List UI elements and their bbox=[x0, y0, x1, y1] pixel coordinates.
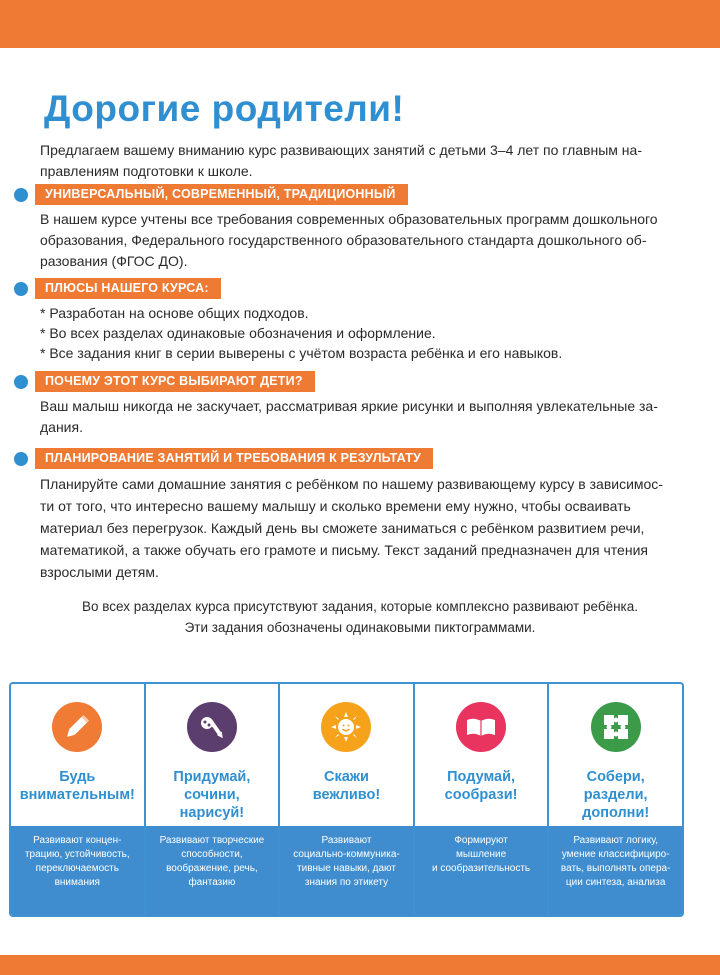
section-text-planning: Планируйте сами домашние занятия с ребёнком по нашему развивающему курсу в зависимос- ти от того, что интересно вашему малышу и сколько времени ему нужно, чтобы осваивать материал без перегрузок. Каждый день вы сможете заниматься с ребёнком развитием речи, математикой, а также обучать его грамоте и письму. Текст заданий предназначен для чтения взрослыми детям. bbox=[40, 476, 663, 580]
section-heading-advantages: ПЛЮСЫ НАШЕГО КУРСА: bbox=[14, 278, 221, 299]
sun-icon bbox=[321, 702, 371, 752]
card-description: Формируют мышление и сообразительность bbox=[415, 826, 548, 915]
card-attention bbox=[11, 684, 146, 915]
bullet-dot bbox=[14, 452, 28, 466]
pencil-icon bbox=[52, 702, 102, 752]
card-logic bbox=[549, 684, 682, 915]
card-title: Будь внимательным! bbox=[19, 769, 135, 803]
top-orange-bar bbox=[0, 0, 720, 48]
section-heading-why-kids: ПОЧЕМУ ЭТОТ КУРС ВЫБИРАЮТ ДЕТИ? bbox=[14, 371, 315, 392]
page-title: Дорогие родители! bbox=[44, 88, 405, 129]
list-item: * Разработан на основе общих подходов. bbox=[40, 305, 309, 321]
card-creativity bbox=[146, 684, 281, 915]
card-thinking bbox=[415, 684, 550, 915]
section-text-why-kids: Ваш малыш никогда не заскучает, рассматривая яркие рисунки и выполняя увлекательные за- дания. bbox=[40, 398, 658, 435]
book-icon bbox=[456, 702, 506, 752]
section-text-universal: В нашем курсе учтены все требования современных образовательных программ дошкольного образования, Федерального государственного образовательного стандарта дошкольного об- разования (ФГОС ДО). bbox=[40, 211, 658, 269]
card-title: Скажи вежливо! bbox=[312, 769, 381, 803]
bottom-orange-bar bbox=[0, 955, 720, 975]
list-item: * Во всех разделах одинаковые обозначения и оформление. bbox=[40, 325, 436, 341]
brush-icon bbox=[187, 702, 237, 752]
section-heading-planning: ПЛАНИРОВАНИЕ ЗАНЯТИЙ И ТРЕБОВАНИЯ К РЕЗУЛЬТАТУ bbox=[14, 448, 433, 469]
bullet-dot bbox=[14, 282, 28, 296]
card-title: Придумай, сочини, нарисуй! bbox=[173, 769, 251, 821]
intro-paragraph: Предлагаем вашему вниманию курс развивающих занятий с детьми 3–4 лет по главным на- правлениям подготовки к школе. bbox=[40, 142, 642, 179]
section-list-advantages bbox=[40, 303, 670, 363]
card-title: Собери, раздели, дополни! bbox=[582, 769, 650, 821]
card-politeness bbox=[280, 684, 415, 915]
card-description: Развивают логику, умение классифициро- вать, выполнять опера- ции синтеза, анализа bbox=[549, 826, 682, 915]
section-heading-universal: УНИВЕРСАЛЬНЫЙ, СОВРЕМЕННЫЙ, ТРАДИЦИОННЫЙ bbox=[14, 184, 408, 205]
card-title: Подумай, сообрази! bbox=[444, 769, 518, 803]
card-description: Развивают социально-коммуника- тивные навыки, дают знания по этикету bbox=[280, 826, 413, 915]
bullet-dot bbox=[14, 375, 28, 389]
list-item: * Все задания книг в серии выверены с учётом возраста ребёнка и его навыков. bbox=[40, 345, 563, 361]
pictogram-note: Во всех разделах курса присутствуют задания, которые комплексно развивают ребёнка. Эти задания обозначены одинаковыми пиктограммами. bbox=[81, 599, 639, 635]
card-description: Развивают творческие способности, воображение, речь, фантазию bbox=[146, 826, 279, 915]
puzzle-icon bbox=[591, 702, 641, 752]
pictogram-cards bbox=[9, 682, 684, 917]
card-description: Развивают концен- трацию, устойчивость, переключаемость внимания bbox=[11, 826, 144, 915]
bullet-dot bbox=[14, 188, 28, 202]
